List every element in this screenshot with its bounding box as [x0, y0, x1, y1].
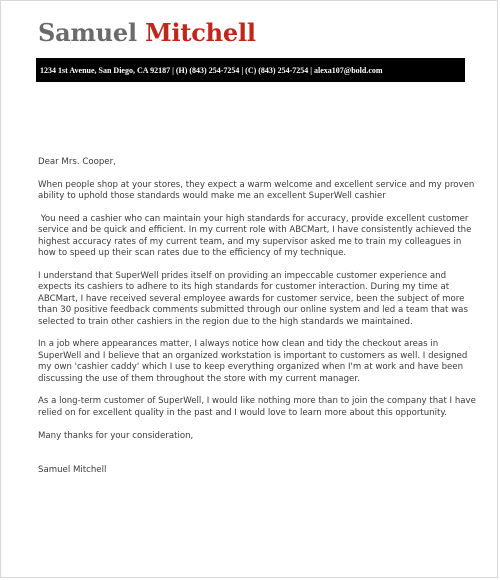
letter-paragraph: When people shop at your stores, they expect a warm welcome and excellent service and my proven ability to uphold those standards would make me an excellent SuperWell cashier	[38, 179, 478, 202]
letter-paragraph: I understand that SuperWell prides itself on providing an impeccable customer experience and expects its cashiers to adhere to its high standards for customer interaction. During my time at ABCMart, I have received several employee awards for customer service, been the subject of more than 30 positive feedback comments submitted through our online system and led a team that was selected to train other cashiers in the region due to the high standards we maintained.	[38, 271, 468, 327]
letter-greeting: Dear Mrs. Cooper,	[38, 157, 116, 167]
letter-paragraph: As a long-term customer of SuperWell, I would like nothing more than to join the company that I have relied on for excellent quality in the past and I would love to learn more about this opportunity.	[38, 396, 476, 418]
letter-paragraph: You need a cashier who can maintain your high standards for accuracy, provide excellent customer service and be quick and efficient. In my current role with ABCMart, I have consistently achieved the highest accuracy rates of my current team, and my supervisor asked me to train my colleagues in how to speed up their scan rates due to the efficiency of my technique.	[38, 214, 475, 259]
letter-body	[38, 157, 478, 476]
letter-signature: Samuel Mitchell	[38, 464, 107, 475]
contact-info: 1234 1st Avenue, San Diego, CA 92187 | (H) (843) 254-7254 | (C) (843) 254-7254 | alexa107@bold.com	[40, 65, 383, 75]
letter-closing: Many thanks for your consideration,	[38, 430, 194, 441]
letter-paragraph: In a job where appearances matter, I always notice how clean and tidy the checkout areas in SuperWell and I believe that an organized workstation is important to customers as well. I designed my own 'cashier caddy' which I use to keep everything organized when I'm at work and have been discussing the use of them throughout the store with my current manager.	[38, 339, 468, 384]
applicant-first-name: Samuel	[38, 18, 137, 47]
contact-bar	[36, 58, 465, 82]
applicant-last-name: Mitchell	[145, 18, 256, 47]
applicant-name	[38, 18, 256, 48]
